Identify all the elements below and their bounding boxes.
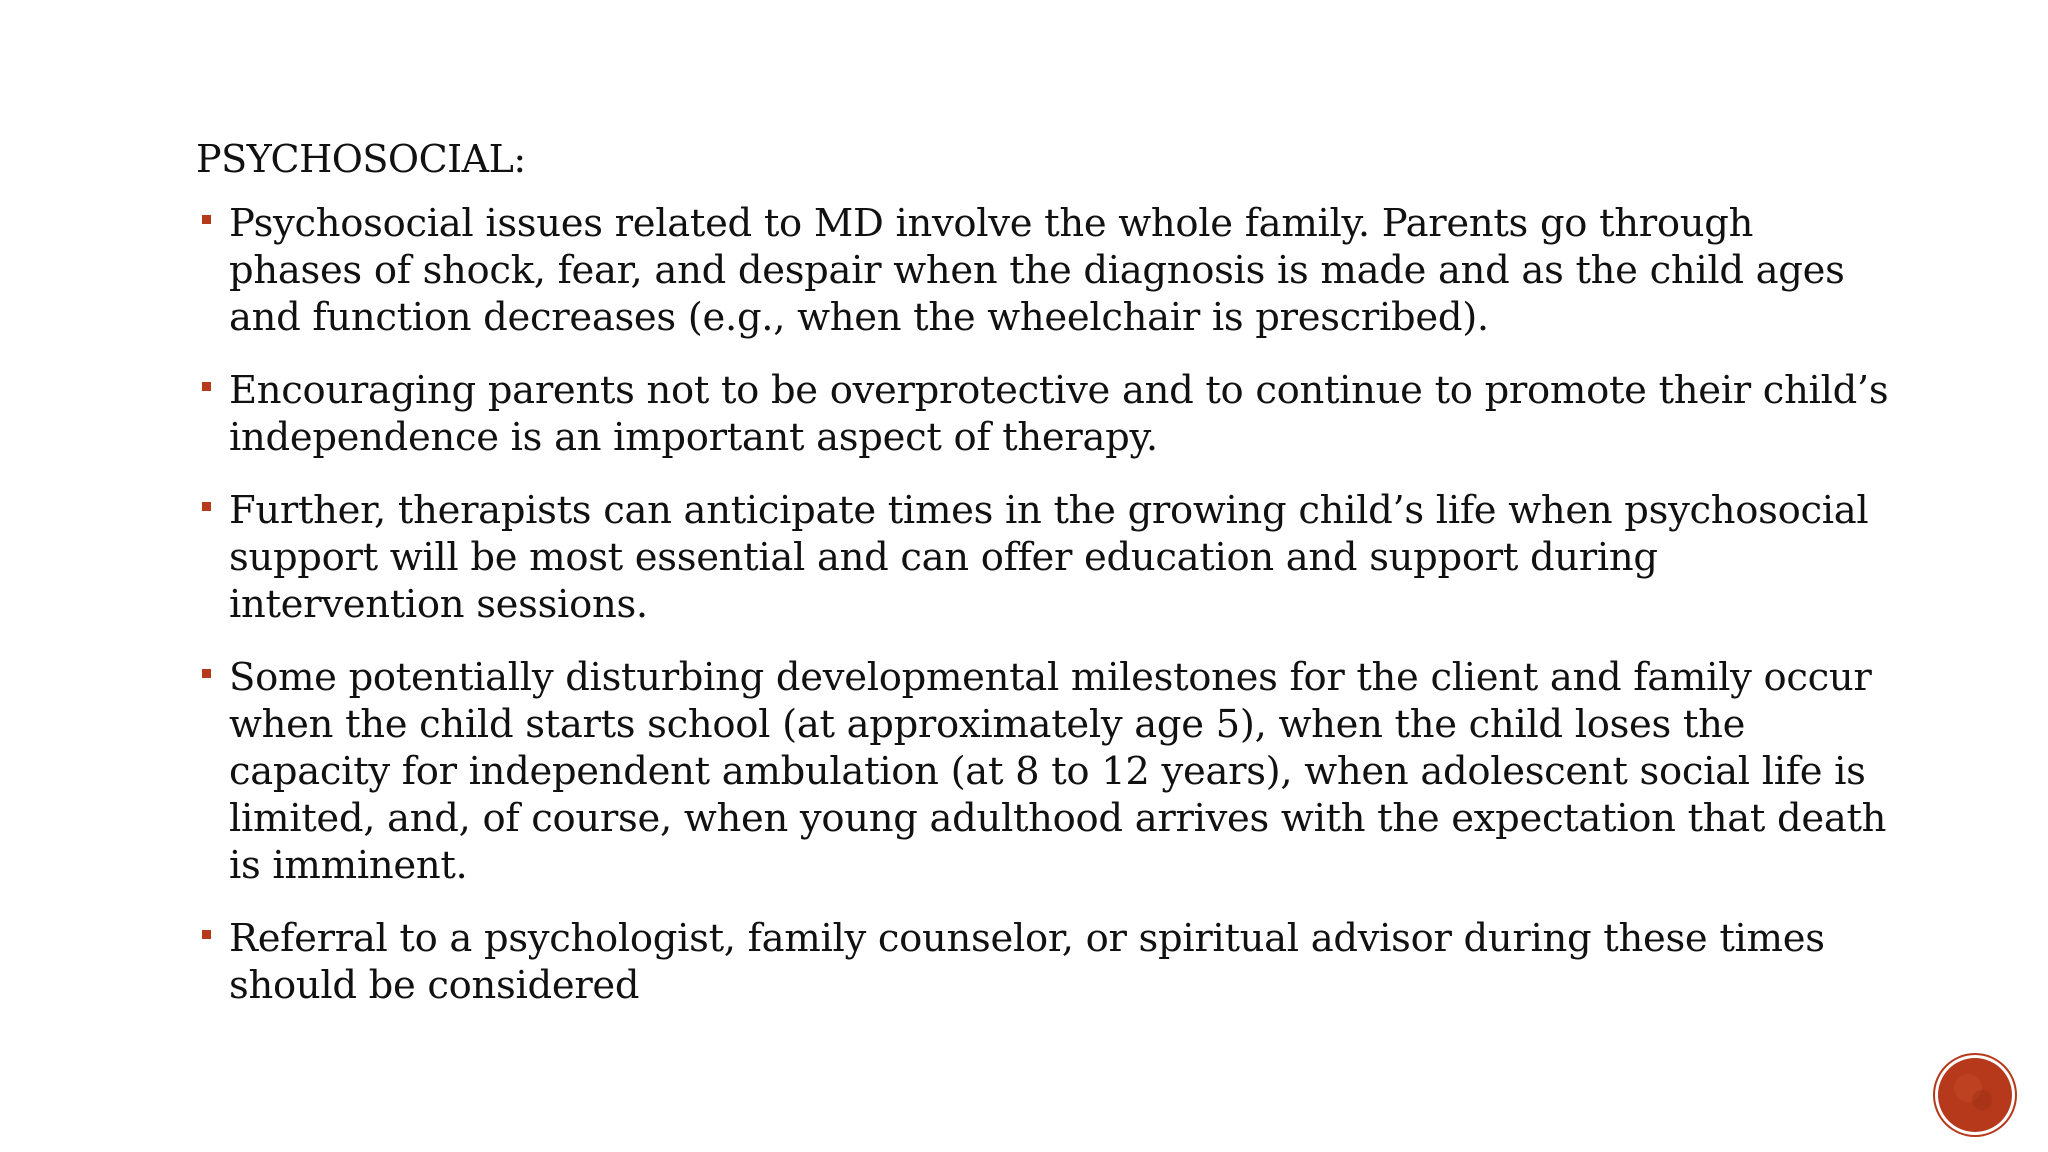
bullet-text: Encouraging parents not to be overprotective and to continue to promote their child’s independence is an important aspect of therapy. bbox=[229, 368, 1889, 460]
square-bullet-icon bbox=[202, 215, 211, 224]
bullet-list bbox=[196, 200, 1896, 1009]
slide-nav-circle-icon bbox=[1938, 1058, 2012, 1132]
square-bullet-icon bbox=[202, 382, 211, 391]
slide-heading: PSYCHOSOCIAL: bbox=[196, 137, 526, 181]
bullet-item bbox=[196, 367, 1896, 461]
square-bullet-icon bbox=[202, 669, 211, 678]
bullet-item bbox=[196, 915, 1896, 1009]
bullet-item bbox=[196, 200, 1896, 341]
slide-nav-button[interactable] bbox=[1938, 1058, 2012, 1132]
square-bullet-icon bbox=[202, 930, 211, 939]
bullet-text: Further, therapists can anticipate times in the growing child’s life when psychosocial support will be most essential and can offer education and support during intervention sessions. bbox=[229, 488, 1869, 627]
bullet-item bbox=[196, 654, 1896, 889]
slide-content bbox=[196, 132, 1896, 1035]
bullet-text: Some potentially disturbing developmental milestones for the client and family occur when the child starts school (at approximately age 5), when the child loses the capacity for independent ambulation (at 8 to 12 years), when adolescent social life is limited, and, of course, when young adulthood arrives with the expectation that death is imminent. bbox=[229, 655, 1887, 888]
bullet-text: Referral to a psychologist, family counselor, or spiritual advisor during these times should be considered bbox=[229, 916, 1825, 1008]
square-bullet-icon bbox=[202, 502, 211, 511]
bullet-text: Psychosocial issues related to MD involve the whole family. Parents go through phases of shock, fear, and despair when the diagnosis is made and as the child ages and function decreases (e.g., when the wheelchair is prescribed). bbox=[229, 201, 1845, 340]
bullet-item bbox=[196, 487, 1896, 628]
